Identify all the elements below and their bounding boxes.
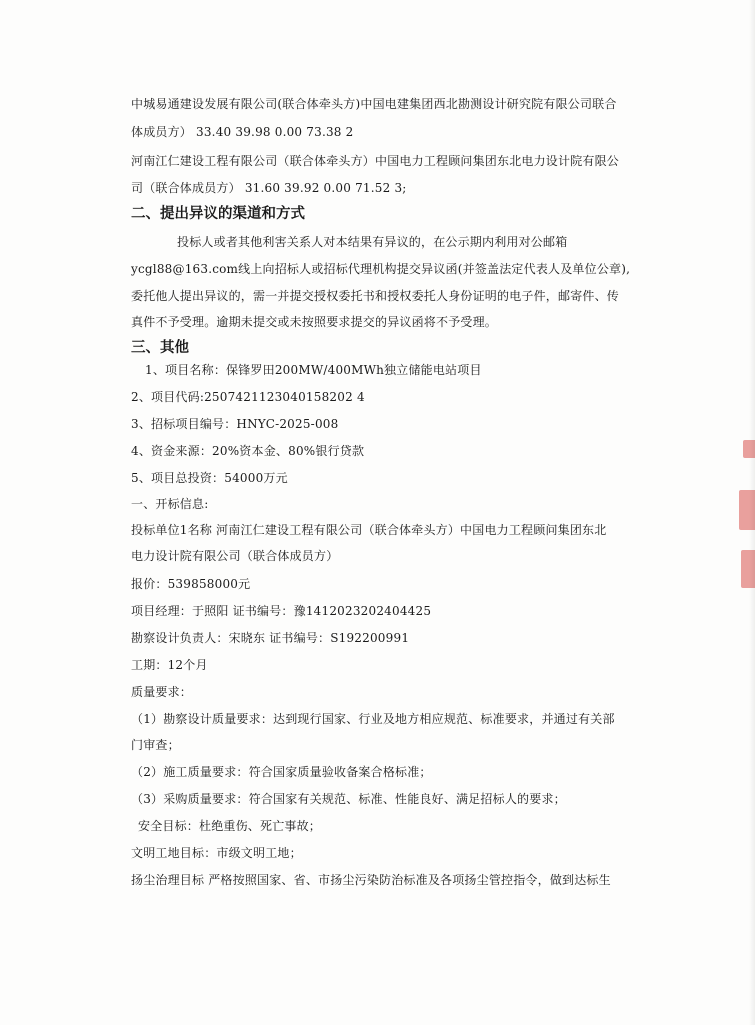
result-line-3: 河南江仁建设工程有限公司（联合体牵头方）中国电力工程顾问集团东北电力设计院有限公 bbox=[131, 154, 620, 168]
civil-site-target: 文明工地目标：市级文明工地； bbox=[131, 846, 302, 860]
survey-design-lead: 勘察设计负责人：宋晓东 证书编号：S192200991 bbox=[131, 631, 410, 645]
result-line-4: 司（联合体成员方） 31.60 39.92 0.00 71.52 3; bbox=[131, 181, 407, 195]
project-manager: 项目经理：于照阳 证书编号：豫1412023202404425 bbox=[131, 604, 432, 618]
result-line-2: 体成员方） 33.40 39.98 0.00 73.38 2 bbox=[131, 125, 354, 139]
quality-1-line-2: 门审查； bbox=[131, 738, 180, 752]
objection-paragraph-line-3: 委托他人提出异议的，需一并提交授权委托书和授权委托人身份证明的电子件，邮寄件、传 bbox=[131, 289, 620, 303]
project-item-4: 4、资金来源：20%资本金、80%银行贷款 bbox=[131, 444, 365, 458]
project-item-1: 1、项目名称：保锋罗田200MW/400MWh独立储能电站项目 bbox=[145, 363, 482, 377]
bidder-line-1: 投标单位1名称 河南江仁建设工程有限公司（联合体牵头方）中国电力工程顾问集团东北 bbox=[131, 523, 607, 537]
result-line-1: 中城易通建设发展有限公司(联合体牵头方)中国电建集团西北勘测设计研究院有限公司联合 bbox=[131, 97, 617, 111]
bidder-line-2: 电力设计院有限公司（联合体成员方） bbox=[131, 549, 339, 563]
section-3-heading: 三、其他 bbox=[131, 340, 189, 356]
quality-3: （3）采购质量要求：符合国家有关规范、标准、性能良好、满足招标人的要求； bbox=[131, 792, 566, 806]
objection-paragraph-line-2: ycgl88@163.com线上向招标人或招标代理机构提交异议函(并签盖法定代表人及单位公章), bbox=[131, 262, 631, 276]
project-item-5: 5、项目总投资：54000万元 bbox=[131, 471, 288, 485]
quality-1-line-1: （1）勘察设计质量要求：达到现行国家、行业及地方相应规范、标准要求，并通过有关部 bbox=[131, 712, 615, 726]
bid-opening-title: 一、开标信息: bbox=[131, 497, 209, 511]
quality-2: （2）施工质量要求：符合国家质量验收备案合格标准； bbox=[131, 765, 432, 779]
section-2-heading: 二、提出异议的渠道和方式 bbox=[131, 206, 305, 222]
project-item-2: 2、项目代码:2507421123040158202 4 bbox=[131, 390, 365, 404]
construction-period: 工期：12个月 bbox=[131, 658, 208, 672]
scan-edge-shadow bbox=[749, 0, 755, 1025]
quality-title: 质量要求： bbox=[131, 685, 193, 699]
bid-price: 报价：539858000元 bbox=[131, 577, 251, 591]
objection-paragraph-line-1: 投标人或者其他利害关系人对本结果有异议的，在公示期内利用对公邮箱 bbox=[177, 235, 568, 249]
safety-target: 安全目标：杜绝重伤、死亡事故； bbox=[138, 819, 322, 833]
objection-paragraph-line-4: 真件不予受理。逾期未提交或未按照要求提交的异议函将不予受理。 bbox=[131, 315, 498, 329]
dust-control-target: 扬尘治理目标 严格按照国家、省、市扬尘污染防治标准及各项扬尘管控指令，做到达标生 bbox=[131, 873, 611, 887]
project-item-3: 3、招标项目编号：HNYC-2025-008 bbox=[131, 417, 339, 431]
